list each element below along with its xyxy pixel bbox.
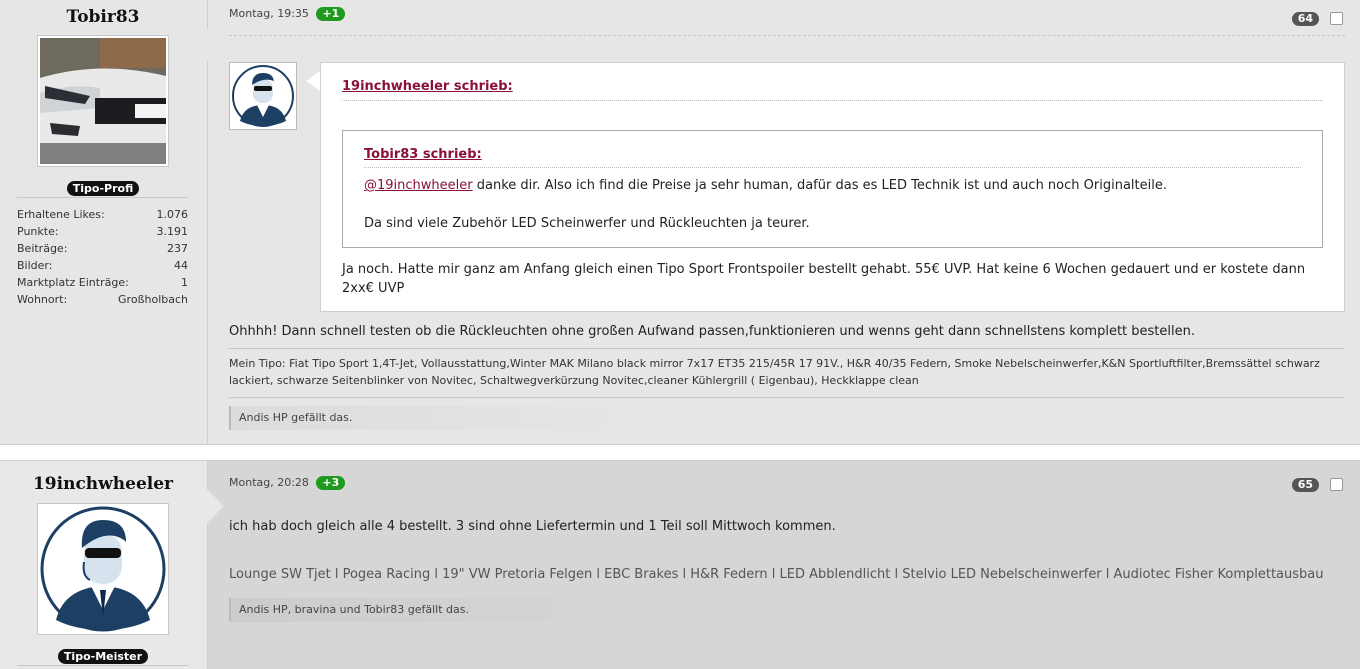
car-avatar-image [40, 38, 166, 164]
stat-value: Großholbach [118, 293, 188, 306]
user-pane [0, 0, 208, 444]
post-65 [0, 461, 1360, 669]
quote-reply-text: Ja noch. Hatte mir ganz am Anfang gleich einen Tipo Sport Frontspoiler bestellt gehabt. 55€ UVP. Hat keine 6 Wochen gedauert und er kostete dann 2xx€ UVP [342, 262, 1306, 296]
likes-summary[interactable]: Andis HP gefällt das. [229, 406, 659, 430]
post-body: Ohhhh! Dann schnell testen ob die Rückleuchten ohne großen Aufwand passen,funktionieren und wenns geht dann schnellstens komplett bestellen. [229, 324, 1195, 339]
inner-quote [342, 130, 1323, 248]
username[interactable]: 19inchwheeler [32, 474, 174, 494]
quote-divider [364, 167, 1301, 168]
username[interactable]: Tobir83 [66, 7, 140, 27]
stat-label: Wohnort: [17, 293, 68, 306]
user-pane [0, 461, 208, 669]
stat-label: Beiträge: [17, 242, 68, 255]
pane-arrow [207, 28, 224, 62]
quote-avatar[interactable] [229, 62, 297, 130]
outer-quote [320, 62, 1345, 312]
reaction-count[interactable]: +1 [316, 7, 345, 21]
stat-value: 3.191 [156, 225, 188, 238]
quote-arrow [306, 71, 320, 91]
stat-label: Punkte: [17, 225, 59, 238]
agent-avatar-icon [232, 65, 294, 127]
rank-badge: Tipo-Profi [67, 181, 139, 196]
outer-quote-author[interactable]: 19inchwheeler schrieb: [342, 79, 513, 94]
stat-row [17, 206, 188, 223]
stat-row [17, 223, 188, 240]
inner-quote-text-rest: danke dir. Also ich find die Preise ja sehr human, dafür das es LED Technik ist und auch noch Originalteile. [472, 178, 1167, 193]
select-post-checkbox[interactable] [1330, 478, 1343, 491]
mention-link[interactable]: @19inchwheeler [364, 178, 473, 193]
stat-row [17, 274, 188, 291]
stat-value: 44 [174, 259, 188, 272]
reaction-count[interactable]: +3 [316, 476, 345, 490]
message-content [229, 475, 1345, 665]
inner-quote-text-2: Da sind viele Zubehör LED Scheinwerfer und Rückleuchten ja teurer. [364, 216, 810, 231]
post-separator [0, 444, 1360, 461]
select-post-checkbox[interactable] [1330, 12, 1343, 25]
avatar[interactable] [37, 503, 169, 635]
stat-value: 1.076 [156, 208, 188, 221]
agent-avatar-icon [40, 506, 166, 632]
stat-label: Bilder: [17, 259, 53, 272]
inner-quote-text [364, 178, 1167, 193]
stat-row [17, 291, 188, 308]
divider [229, 35, 1345, 36]
post-number[interactable]: 65 [1292, 478, 1319, 492]
likes-summary[interactable]: Andis HP, bravina und Tobir83 gefällt das. [229, 598, 659, 622]
signature: Mein Tipo: Fiat Tipo Sport 1,4T-Jet, Vollausstattung,Winter MAK Milano black mirror 7x17 ET35 215/45R 17 91V., H&R 40/35 Federn, Smoke Nebelscheinwerfer,K&N Sportluftfilter,Bremssättel schwarz lackiert, schwarze Seitenblinker von Novitec, Schaltwegverkürzung Novitec,cleaner Kühlergrill ( Eigenbau), Heckklappe clean [229, 348, 1345, 398]
pane-arrow [207, 489, 224, 523]
rank-badge: Tipo-Meister [58, 649, 148, 664]
post-meta [229, 6, 1345, 28]
message-content [229, 6, 1345, 436]
post-meta [229, 475, 1345, 497]
post-date[interactable]: Montag, 19:35 [229, 7, 309, 20]
user-stats [17, 665, 188, 669]
avatar[interactable] [37, 35, 169, 167]
stat-row [17, 240, 188, 257]
stat-label: Marktplatz Einträge: [17, 276, 129, 289]
user-rank [0, 645, 206, 664]
stat-label: Erhaltene Likes: [17, 208, 105, 221]
stat-value: 237 [167, 242, 188, 255]
inner-quote-author[interactable]: Tobir83 schrieb: [364, 147, 482, 162]
post-date[interactable]: Montag, 20:28 [229, 476, 309, 489]
post-number[interactable]: 64 [1292, 12, 1319, 26]
user-rank [0, 177, 206, 196]
user-stats [17, 197, 188, 308]
quote-divider [342, 100, 1323, 101]
signature: Lounge SW Tjet l Pogea Racing l 19" VW Pretoria Felgen l EBC Brakes l H&R Federn l LED Abblendlicht l Stelvio LED Nebelscheinwerfer l Audiotec Fisher Komplettausbau [229, 567, 1324, 582]
stat-value: 1 [181, 276, 188, 289]
stat-row [17, 257, 188, 274]
post-body: ich hab doch gleich alle 4 bestellt. 3 sind ohne Liefertermin und 1 Teil soll Mittwoch kommen. [229, 519, 836, 534]
